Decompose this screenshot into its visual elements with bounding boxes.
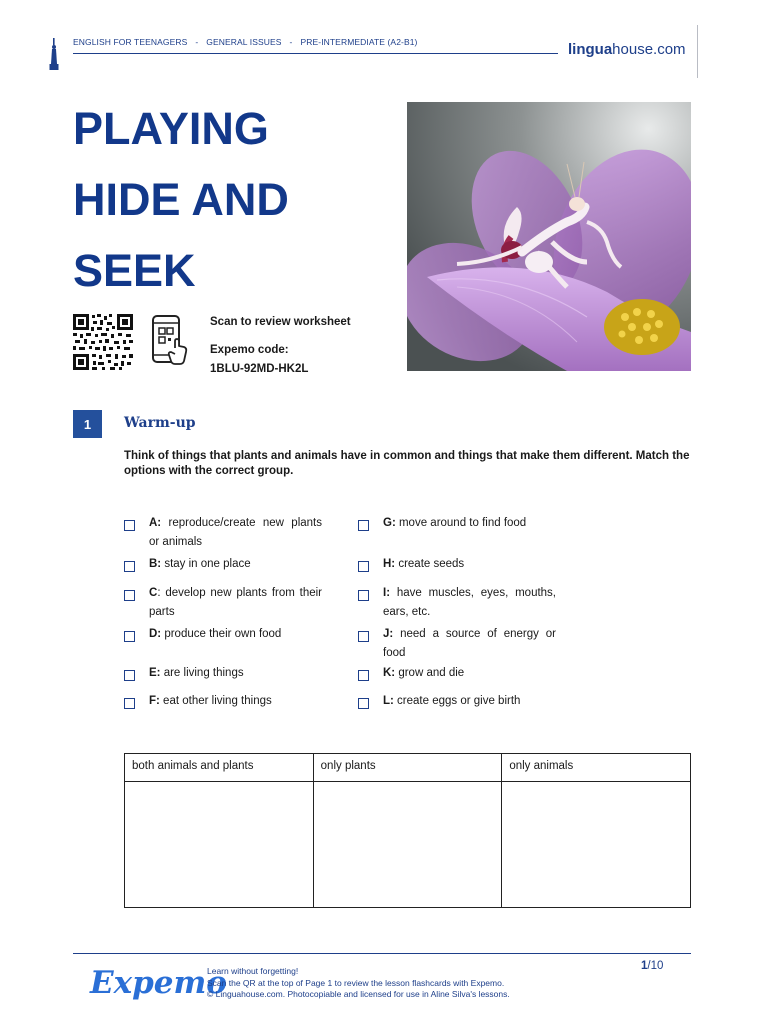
section-instructions: Think of things that plants and animals have in common and things that make them different. Match the options with the correct group.	[124, 450, 690, 477]
option-item[interactable]: B: stay in one place	[124, 555, 324, 575]
checkbox[interactable]	[124, 590, 135, 601]
table-header-cell: only plants	[313, 754, 502, 782]
answer-cell[interactable]	[125, 782, 314, 908]
breadcrumb-item: PRE-INTERMEDIATE (A2-B1)	[300, 37, 418, 47]
table-header-row	[125, 754, 691, 782]
breadcrumb-item: ENGLISH FOR TEENAGERS	[73, 37, 188, 47]
linguahouse-logo[interactable]: linguahouse.com	[568, 41, 686, 58]
option-item[interactable]: I: have muscles, eyes, mouths, ears, etc.	[358, 584, 558, 624]
qr-code[interactable]	[73, 314, 133, 370]
checkbox[interactable]	[358, 561, 369, 572]
checkbox[interactable]	[358, 631, 369, 642]
option-item[interactable]: K: grow and die	[358, 664, 558, 684]
footer-divider	[73, 953, 691, 954]
page-title: PLAYING HIDE AND SEEK	[73, 103, 289, 296]
checkbox[interactable]	[124, 561, 135, 572]
checkbox[interactable]	[124, 698, 135, 709]
option-item[interactable]: J: need a source of energy or food	[358, 625, 558, 665]
option-item[interactable]: H: create seeds	[358, 555, 558, 575]
answer-cell[interactable]	[313, 782, 502, 908]
header-divider	[73, 53, 558, 54]
checkbox[interactable]	[358, 670, 369, 681]
option-item[interactable]: E: are living things	[124, 664, 324, 684]
breadcrumb-item: GENERAL ISSUES	[206, 37, 282, 47]
option-item[interactable]: D: produce their own food	[124, 625, 324, 645]
footer-text: Learn without forgetting! Scan the QR at the top of Page 1 to review the lesson flashcards with Expemo. © Linguahouse.com. Photocopiable and licensed for use in Aline Silva's lessons.	[207, 966, 510, 999]
statue-of-liberty-icon	[48, 38, 60, 70]
checkbox[interactable]	[124, 631, 135, 642]
expemo-code: 1BLU-92MD-HK2L	[210, 363, 309, 375]
checkbox[interactable]	[358, 698, 369, 709]
checkbox[interactable]	[358, 590, 369, 601]
checkbox[interactable]	[358, 520, 369, 531]
page-number: 1/10	[641, 960, 664, 972]
answer-table	[124, 753, 691, 908]
table-row	[125, 782, 691, 908]
section-title: Warm-up	[124, 415, 196, 431]
answer-cell[interactable]	[502, 782, 691, 908]
expemo-logo[interactable]: Expemo	[90, 965, 227, 1001]
checkbox[interactable]	[124, 520, 135, 531]
option-item[interactable]: G: move around to find food	[358, 514, 558, 534]
table-header-cell: only animals	[502, 754, 691, 782]
option-item[interactable]: A: reproduce/create new plants or animals	[124, 514, 324, 554]
header-vertical-divider	[697, 25, 698, 78]
option-item[interactable]: L: create eggs or give birth	[358, 692, 558, 712]
checkbox[interactable]	[124, 670, 135, 681]
scan-instructions: Scan to review worksheet Expemo code: 1BLU-92MD-HK2L	[210, 313, 351, 379]
orchid-mantis-photo	[407, 102, 691, 371]
option-item[interactable]: F: eat other living things	[124, 692, 324, 712]
breadcrumb: ENGLISH FOR TEENAGERS - GENERAL ISSUES - PRE-INTERMEDIATE (A2-B1)	[73, 37, 418, 47]
table-header-cell: both animals and plants	[125, 754, 314, 782]
section-number: 1	[73, 410, 102, 438]
option-item[interactable]: C: develop new plants from their parts	[124, 584, 324, 624]
phone-scan-icon	[151, 314, 191, 370]
